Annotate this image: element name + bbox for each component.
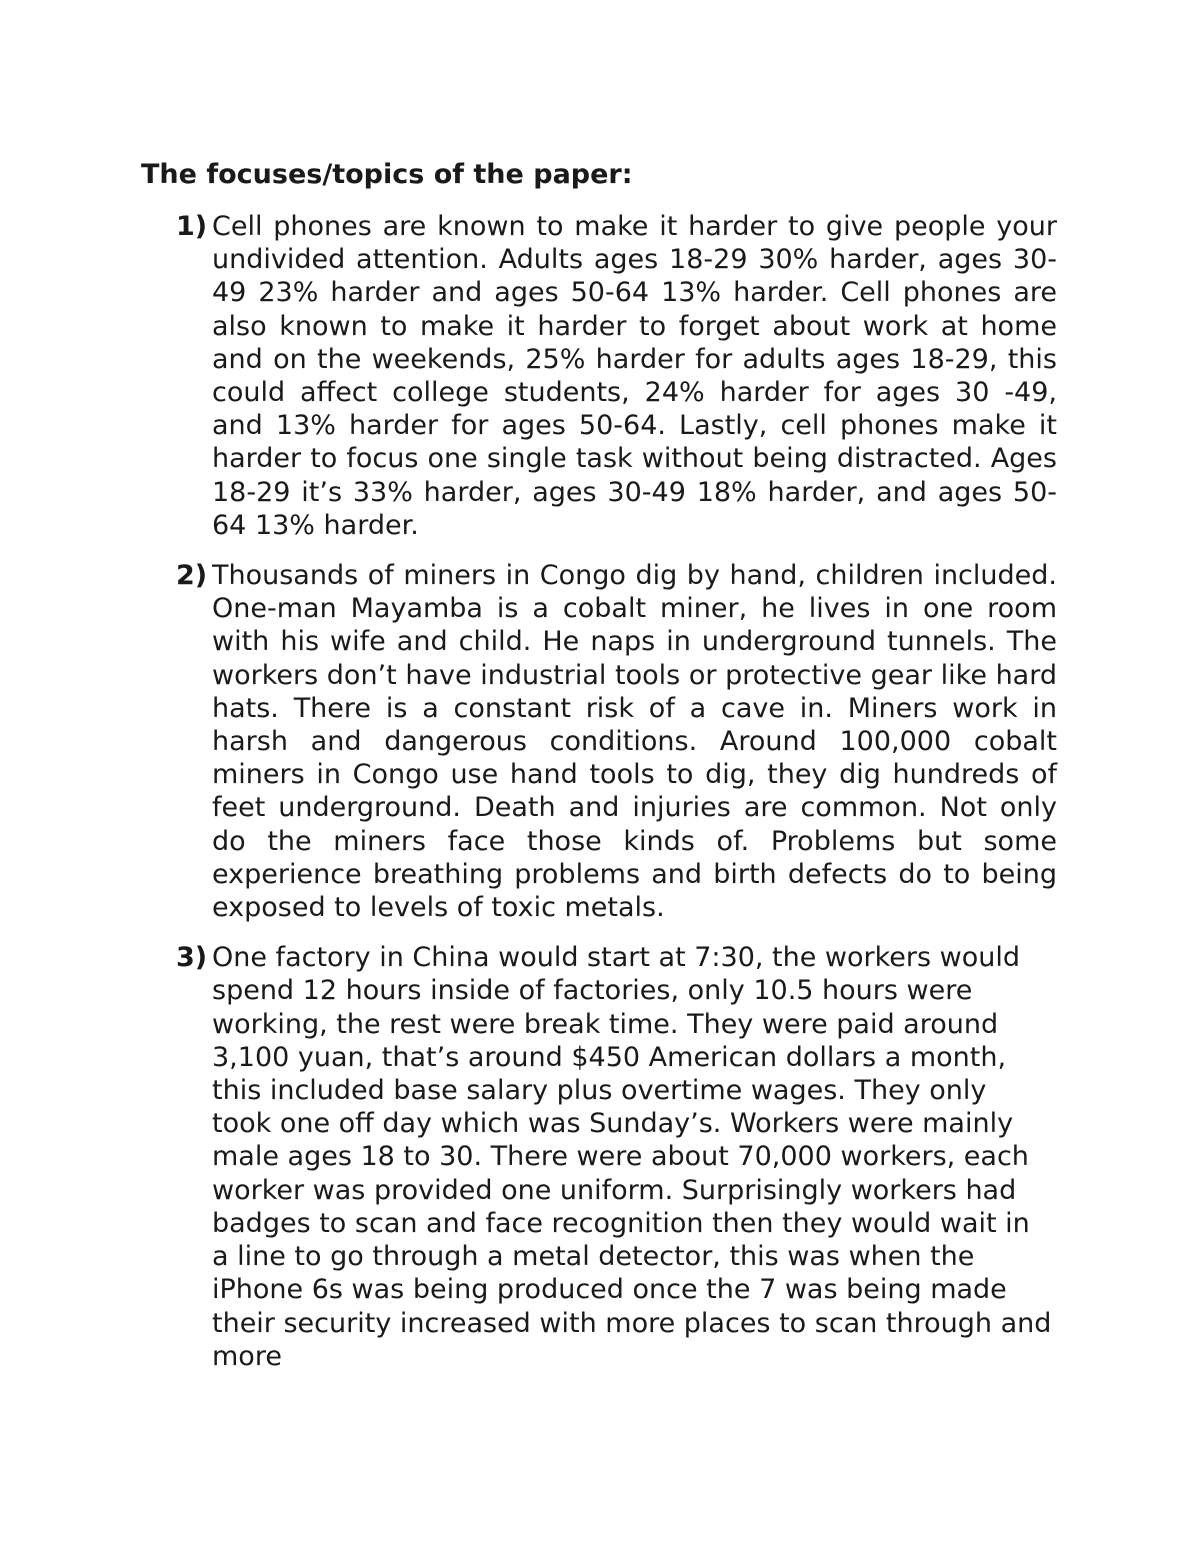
list-item-text: Cell phones are known to make it harder to give people your undivided attention. Adults ages 18-29 30% harder, ages 30-49 23% harder and ages 50-64 13% harder. Cell phones are also known to make it harder to forget about work at home and on the weekends, 25% harder for adults ages 18-29, this could affect college students, 24% harder for ages 30 -49, and 13% harder for ages 50-64. Lastly, cell phones make it harder to focus one single task without being distracted. Ages 18-29 it’s 33% harder, ages 30-49 18% harder, and ages 50-64 13% harder. xyxy=(212,211,1057,541)
list-item-text: One factory in China would start at 7:30, the workers would spend 12 hours inside of factories, only 10.5 hours were working, the rest were break time. They were paid around 3,100 yuan, that’s around $450 American dollars a month, this included base salary plus overtime wages. They only took one off day which was Sunday’s. Workers were mainly male ages 18 to 30. There were about 70,000 workers, each worker was provided one uniform. Surprisingly workers had badges to scan and face recognition then they would wait in a line to go through a metal detector, this was when the iPhone 6s was being produced once the 7 was being made their security increased with more places to scan through and more xyxy=(212,942,1052,1372)
page-heading: The focuses/topics of the paper: xyxy=(141,159,633,190)
list-item-number: 1) xyxy=(176,211,208,242)
list-item-number: 2) xyxy=(176,560,208,592)
list-item-text: Thousands of miners in Congo dig by hand, children included. One-man Mayamba is a cobalt miner, he lives in one room with his wife and child. He naps in underground tunnels. The workers don’t have industrial tools or protective gear like hard hats. There is a constant risk of a cave in. Miners work in harsh and dangerous conditions. Around 100,000 cobalt miners in Congo use hand tools to dig, they dig hundreds of feet underground. Death and injuries are common. Not only do the miners face those kinds of. Problems but some experience breathing problems and birth defects do to being exposed to levels of toxic metals. xyxy=(212,560,1057,924)
list-item-number: 3) xyxy=(176,942,208,974)
list-item-2 xyxy=(141,559,1057,924)
list-item-1 xyxy=(141,210,1057,542)
list-item-3 xyxy=(141,941,1057,1373)
topics-list xyxy=(141,210,1057,1373)
